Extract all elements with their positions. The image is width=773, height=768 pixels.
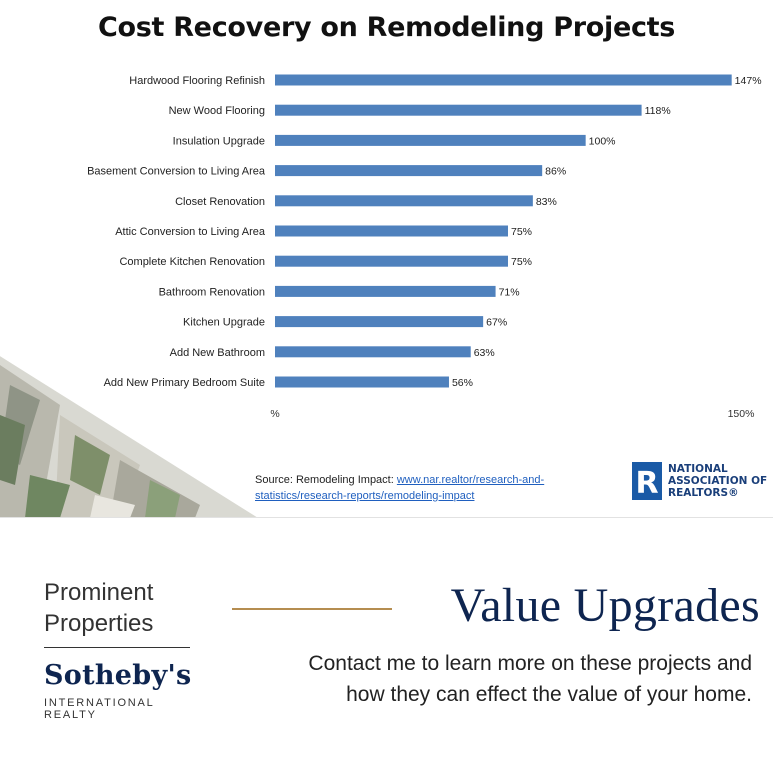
brand-divider (44, 647, 190, 648)
source-link-part1[interactable]: www.nar.realtor/research-and- (396, 474, 545, 486)
value-label: 147% (734, 75, 762, 87)
chart-title: Cost Recovery on Remodeling Projects (97, 12, 676, 43)
category-label: New Wood Flooring (168, 105, 265, 118)
category-label: Add New Bathroom (169, 346, 265, 359)
bar (275, 135, 586, 146)
category-label: Complete Kitchen Renovation (119, 256, 265, 269)
bar (275, 226, 508, 237)
bar (275, 316, 483, 327)
value-label: 56% (451, 377, 473, 389)
bar (275, 256, 508, 267)
tagline (220, 648, 752, 710)
tagline-line-2: how they can effect the value of your home. (346, 683, 752, 706)
brand-line-1: Prominent (44, 579, 154, 606)
bar (275, 346, 471, 357)
bar (275, 165, 542, 176)
headline: Value Upgrades (450, 579, 760, 632)
bar (275, 75, 732, 86)
category-label: Closet Renovation (175, 195, 265, 208)
category-label: Add New Primary Bedroom Suite (103, 377, 265, 389)
category-label: Hardwood Flooring Refinish (129, 75, 265, 87)
realtor-r-icon: R (632, 462, 662, 500)
value-label: 118% (644, 105, 671, 118)
brokerage-brand (44, 577, 204, 721)
value-label: 86% (545, 165, 567, 178)
source-note (255, 472, 544, 504)
value-label: 75% (511, 256, 533, 269)
nar-logo (632, 462, 767, 500)
value-label: 67% (486, 316, 508, 329)
category-label: Bathroom Renovation (158, 286, 265, 299)
category-label: Attic Conversion to Living Area (115, 226, 265, 238)
sothebys-wordmark: Sotheby's (44, 660, 192, 691)
brand-line-2: Properties (44, 610, 154, 637)
bar (275, 286, 496, 297)
nar-wordmark: NATIONAL ASSOCIATION OF REALTORS® (668, 463, 768, 499)
category-label: Basement Conversion to Living Area (87, 165, 265, 178)
value-label: 83% (535, 195, 557, 208)
x-tick-label: % (270, 408, 280, 420)
value-label: 71% (498, 286, 520, 299)
bar (275, 195, 533, 206)
tagline-line-1: Contact me to learn more on these projects and (308, 652, 752, 675)
bar-chart (0, 60, 773, 430)
source-link-part2[interactable]: statistics/research-reports/remodeling-impact (255, 490, 475, 502)
source-prefix: Source: Remodeling Impact: (255, 474, 394, 486)
international-realty-label: INTERNATIONAL REALTY (44, 697, 155, 721)
category-label: Kitchen Upgrade (183, 316, 265, 329)
value-label: 63% (473, 346, 495, 359)
bar (275, 377, 449, 388)
bar (275, 105, 642, 116)
value-label: 100% (588, 135, 616, 148)
gold-divider (232, 608, 392, 610)
category-label: Insulation Upgrade (172, 135, 265, 148)
value-label: 75% (511, 226, 533, 238)
x-tick-label: 150% (727, 408, 755, 420)
